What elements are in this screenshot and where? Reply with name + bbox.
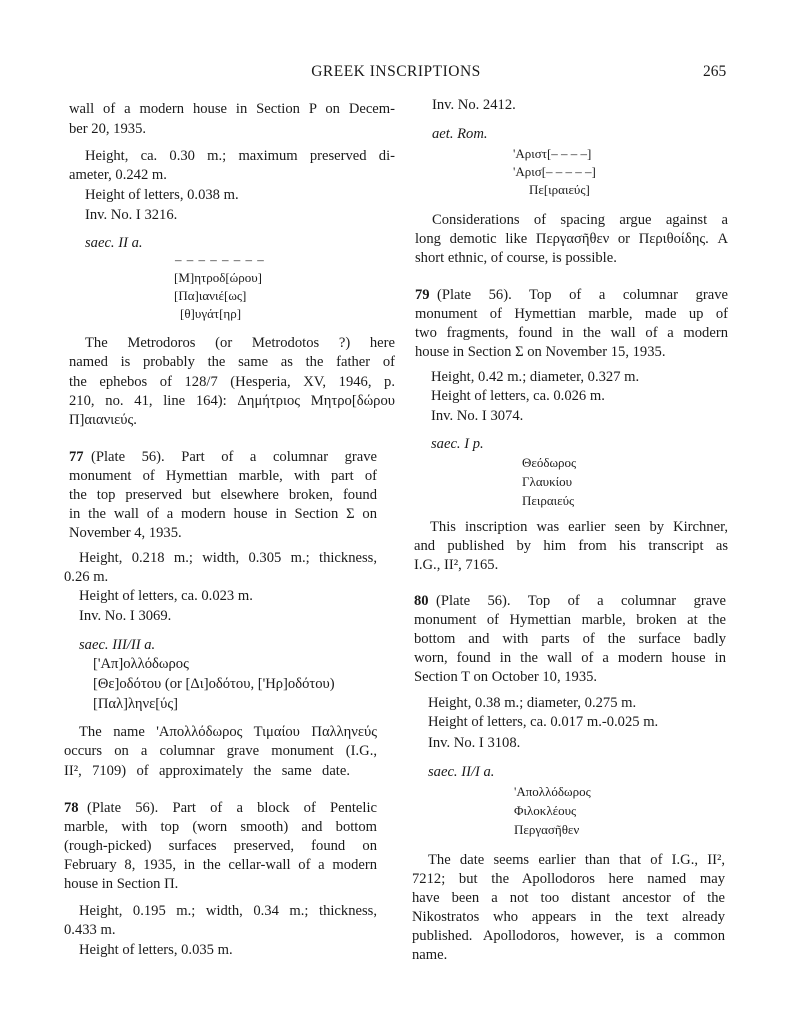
entry-76-inventory: Inv. No. I 3216.	[85, 207, 178, 223]
entry-78-height: 0.433 m.	[64, 922, 116, 938]
entry-80-comment: The date seems earlier than that of I.G., II²,	[428, 852, 725, 868]
entry-76-letter-height: Height of letters, 0.038 m.	[85, 187, 239, 203]
entry-80-letter-height: Height of letters, ca. 0.017 m.-0.025 m.	[428, 714, 659, 730]
entry-77-description: monument of Hymettian marble, with part of	[69, 468, 377, 484]
entry-78-letter-height: Height of letters, 0.035 m.	[79, 942, 233, 958]
entry-79-number: 79	[415, 287, 430, 303]
entry-77-comment: II², 7109) of approximately the same date.	[64, 763, 350, 779]
entry-80-description: worn, found in the wall of a modern house in	[414, 650, 726, 666]
entry-77-comment: occurs on a columnar grave monument (I.G.,	[64, 743, 377, 759]
entry-80-comment: name.	[412, 947, 448, 963]
entry-77-date: saec. III/II a.	[79, 637, 156, 653]
inscription-line: 'Αριστ[– – – –]	[513, 146, 592, 161]
inscription-line: Πειραιεύς	[522, 493, 575, 508]
entry-79-comment: and published by him from his transcript as	[414, 538, 728, 554]
entry-80-comment: published. Apollodoros, however, is a common	[412, 928, 725, 944]
entry-80-date: saec. II/I a.	[428, 764, 495, 780]
inscription-line: Πε[ιραιεύς]	[529, 182, 590, 197]
entry-76-date: saec. II a.	[85, 235, 143, 251]
entry-78-description: marble, with top (worn smooth) and bottom	[64, 819, 377, 835]
entry-79-comment: This inscription was earlier seen by Kirchner,	[430, 519, 728, 535]
entry-77-height: Height, 0.218 m.; width, 0.305 m.; thickness,	[79, 550, 377, 566]
inscription-line: Γλαυκίου	[522, 474, 573, 489]
entry-77-description: the top preserved but elsewhere broken, found	[69, 487, 377, 503]
entry-78-comment: long demotic like Περγασῆθεν or Περιθοίδης. A	[415, 231, 728, 247]
entry-79-date: saec. I p.	[431, 436, 484, 452]
running-title: GREEK INSCRIPTIONS	[311, 63, 481, 80]
entry-78-inventory: Inv. No. 2412.	[432, 97, 516, 113]
inscription-line: Περγασῆθεν	[514, 822, 580, 837]
inscription-line: [Μ]ητροδ[ώρου]	[174, 270, 262, 285]
entry-80-height: Height, 0.38 m.; diameter, 0.275 m.	[428, 695, 637, 711]
entry-80-comment: Nikostratos who appears in the text already	[412, 909, 725, 925]
entry-76-comment: Π]αιανιεύς.	[69, 412, 137, 428]
entry-77-height: 0.26 m.	[64, 569, 109, 585]
entry-79-inventory: Inv. No. I 3074.	[431, 408, 524, 424]
entry-79-letter-height: Height of letters, ca. 0.026 m.	[431, 388, 605, 404]
entry-80-description: (Plate 56). Top of a columnar grave	[436, 593, 726, 609]
entry-78-comment: Considerations of spacing argue against a	[432, 212, 728, 228]
entry-77-number: 77	[69, 449, 84, 465]
entry-79-description: two fragments, found in the wall of a modern	[415, 325, 728, 341]
entry-77-description: November 4, 1935.	[69, 525, 182, 541]
entry-77-description: (Plate 56). Part of a columnar grave	[91, 449, 377, 465]
entry-77-inventory: Inv. No. I 3069.	[79, 608, 172, 624]
entry-76-height: Height, ca. 0.30 m.; maximum preserved di-	[85, 148, 395, 164]
entry-78-number: 78	[64, 800, 79, 816]
entry-78-height: Height, 0.195 m.; width, 0.34 m.; thickness,	[79, 903, 377, 919]
inscription-line: [θ]υγάτ[ηρ]	[180, 306, 242, 321]
entry-78-date: aet. Rom.	[432, 126, 488, 142]
entry-79-description: (Plate 56). Top of a columnar grave	[437, 287, 728, 303]
inscription-line: – – – – – – – –	[175, 252, 265, 267]
inscription-line: [Πα]ιανιέ[ως]	[174, 288, 247, 303]
entry-78-description: house in Section Π.	[64, 876, 179, 892]
entry-80-comment: have been a not too distant ancestor of the	[412, 890, 725, 906]
entry-79-comment: I.G., II², 7165.	[414, 557, 499, 573]
entry-80-description: Section T on October 10, 1935.	[414, 669, 598, 685]
entry-78-description: February 8, 1935, in the cellar-wall of a modern	[64, 857, 377, 873]
entry-80-description: bottom and with parts of the surface badly	[414, 631, 726, 647]
entry-78-description: (Plate 56). Part of a block of Pentelic	[87, 800, 377, 816]
entry-76-comment: the ephebos of 128/7 (Hesperia, XV, 1946, p.	[69, 374, 395, 390]
intro-line: ber 20, 1935.	[69, 121, 147, 137]
entry-77-description: in the wall of a modern house in Section Σ on	[69, 506, 377, 522]
entry-78-description: (rough-picked) surfaces preserved, found on	[64, 838, 377, 854]
inscription-line: ['Απ]ολλόδωρος	[93, 656, 189, 672]
entry-80-inventory: Inv. No. I 3108.	[428, 735, 521, 751]
inscription-line: [Θε]οδότου (or [Δι]οδότου, ['Ηρ]οδότου)	[93, 676, 335, 692]
entry-80-comment: 7212; but the Apollodoros here named may	[412, 871, 725, 887]
inscription-line: 'Απολλόδωρος	[514, 784, 591, 799]
entry-76-comment: The Metrodoros (or Metrodotos ?) here	[85, 335, 395, 351]
entry-79-description: monument of Hymettian marble, made up of	[415, 306, 728, 322]
inscription-line: [Παλ]ληνε[ύς]	[93, 696, 179, 712]
intro-line: wall of a modern house in Section P on Decem-	[69, 101, 395, 117]
entry-79-height: Height, 0.42 m.; diameter, 0.327 m.	[431, 369, 640, 385]
inscription-line: Θεόδωρος	[522, 455, 577, 470]
inscription-line: 'Αρισ[– – – – –]	[513, 164, 596, 179]
entry-76-comment: named is probably the same as the father of	[69, 354, 395, 370]
entry-77-letter-height: Height of letters, ca. 0.023 m.	[79, 588, 253, 604]
entry-79-description: house in Section Σ on November 15, 1935.	[415, 344, 666, 360]
entry-80-number: 80	[414, 593, 429, 609]
page-number: 265	[703, 63, 727, 80]
entry-76-height: ameter, 0.242 m.	[69, 167, 167, 183]
entry-76-comment: 210, no. 41, line 164): Δημήτριος Μητρο[δώρου	[69, 393, 395, 409]
entry-77-comment: The name 'Απολλόδωρος Τιμαίου Παλληνεύς	[79, 724, 377, 740]
entry-80-description: monument of Hymettian marble, broken at the	[414, 612, 726, 628]
inscription-line: Φιλοκλέους	[514, 803, 577, 818]
entry-78-comment: short ethnic, of course, is possible.	[415, 250, 617, 266]
